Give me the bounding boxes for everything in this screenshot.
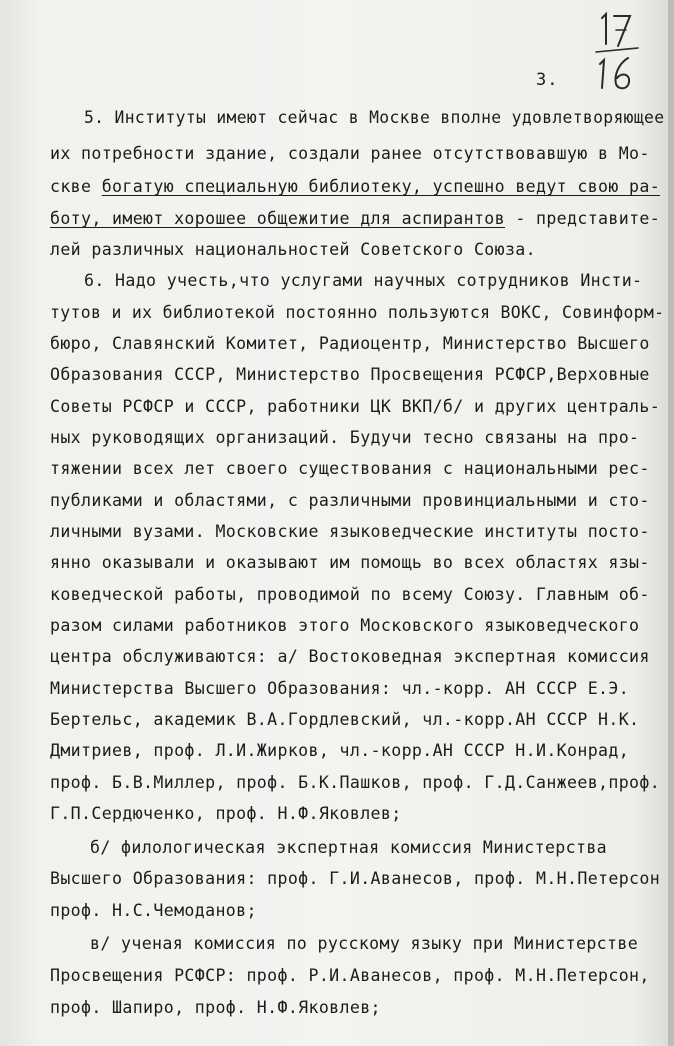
page-number: 3. bbox=[536, 70, 559, 90]
text-line bbox=[50, 491, 650, 511]
text-line bbox=[50, 240, 536, 260]
text-segment: личными вузами. Московские языковедческие институты посто- bbox=[50, 522, 650, 541]
text-line bbox=[50, 741, 629, 761]
text-segment: Советы РСФСР и СССР, работники ЦК ВКП/б/ и других централь- bbox=[50, 397, 661, 416]
text-line bbox=[50, 522, 650, 542]
text-segment: их потребности здание, создали ранее отсутствовавшую в Мо- bbox=[50, 144, 650, 163]
text-line bbox=[50, 998, 381, 1018]
text-segment: скве bbox=[50, 177, 102, 196]
text-segment: проф. Н.С.Чемоданов; bbox=[50, 901, 257, 920]
text-line bbox=[50, 459, 650, 479]
text-line bbox=[50, 616, 639, 636]
text-segment: Министерства Высшего Образования: чл.-корр. АН СССР Е.Э. bbox=[50, 679, 630, 698]
text-segment: тутов и их библиотекой постоянно пользуются ВОКС, Совинформ- bbox=[50, 303, 665, 322]
text-segment: - представите- bbox=[504, 209, 661, 228]
text-segment: проф. Б.В.Миллер, проф. Б.К.Пашков, проф. Г.Д.Санжеев,проф. bbox=[50, 773, 661, 792]
text-segment: 5. Институты имеют сейчас в Москве вполне удовлетворяющее bbox=[84, 108, 665, 127]
text-segment: Г.П.Сердюченко, проф. Н.Ф.Яковлев; bbox=[50, 804, 402, 823]
text-segment: Просвещения РСФСР: проф. Р.И.Аванесов, проф. М.Н.Петерсон, bbox=[50, 966, 650, 985]
text-segment: 6. Надо учесть,что услугами научных сотрудников Инсти- bbox=[84, 271, 643, 290]
text-segment: Бертельс, академик В.А.Гордлевский, чл.-корр.АН СССР Н.К. bbox=[50, 710, 640, 729]
text-line bbox=[50, 303, 664, 323]
text-line bbox=[90, 934, 638, 954]
text-segment: лей различных национальностей Советского Союза. bbox=[50, 240, 536, 259]
page-edge-shadow bbox=[668, 0, 674, 1046]
text-line bbox=[90, 838, 607, 858]
text-segment: бюро, Славянский Комитет, Радиоцентр, Министерство Высшего bbox=[50, 334, 650, 353]
text-segment: в/ ученая комиссия по русскому языку при Министерстве bbox=[90, 934, 639, 953]
text-line bbox=[50, 679, 629, 699]
text-line bbox=[84, 108, 664, 128]
text-line bbox=[50, 177, 660, 197]
text-segment: тяжении всех лет своего существования с национальными рес- bbox=[50, 459, 650, 478]
text-line bbox=[50, 901, 257, 921]
underlined-text: боту, имеют хорошее общежитие для аспирантов bbox=[50, 209, 505, 228]
text-segment: разом силами работников этого Московского языковедческого bbox=[50, 616, 640, 635]
text-segment: коведческой работы, проводимой по всему Союзу. Главным об- bbox=[50, 585, 650, 604]
text-line bbox=[50, 144, 650, 164]
text-line bbox=[50, 397, 660, 417]
underlined-text: богатую специальную библиотеку, успешно ведут свою ра- bbox=[101, 177, 661, 196]
text-segment: б/ филологическая экспертная комиссия Министерства bbox=[90, 838, 608, 857]
text-line bbox=[50, 773, 660, 793]
text-line bbox=[50, 585, 650, 605]
text-segment: Высшего Образования: проф. Г.И.Аванесов, проф. М.Н.Петерсон bbox=[50, 869, 661, 888]
text-line bbox=[50, 365, 650, 385]
handwritten-folio-number bbox=[592, 8, 642, 92]
text-line bbox=[50, 553, 650, 573]
text-segment: центра обслуживаются: а/ Востоковедная экспертная комиссия bbox=[50, 647, 650, 666]
text-segment: публиками и областями, с различными провинциальными и сто- bbox=[50, 491, 650, 510]
text-line bbox=[50, 647, 650, 667]
text-line bbox=[50, 869, 660, 889]
text-line bbox=[50, 804, 402, 824]
text-segment: Дмитриев, проф. Л.И.Жирков, чл.-корр.АН СССР Н.И.Конрад, bbox=[50, 741, 630, 760]
text-line bbox=[50, 966, 650, 986]
text-line bbox=[50, 710, 639, 730]
text-segment: проф. Шапиро, проф. Н.Ф.Яковлев; bbox=[50, 998, 381, 1017]
text-segment: янно оказывали и оказывают им помощь во всех областях язы- bbox=[50, 553, 650, 572]
text-line bbox=[50, 334, 650, 354]
archive-folio-mark bbox=[592, 8, 642, 92]
text-line bbox=[50, 428, 639, 448]
text-segment: ных руководящих организаций. Будучи тесно связаны на про- bbox=[50, 428, 640, 447]
text-segment: Образования СССР, Министерство Просвещения РСФСР,Верховные bbox=[50, 365, 650, 384]
text-line bbox=[84, 271, 642, 291]
text-line bbox=[50, 209, 660, 229]
